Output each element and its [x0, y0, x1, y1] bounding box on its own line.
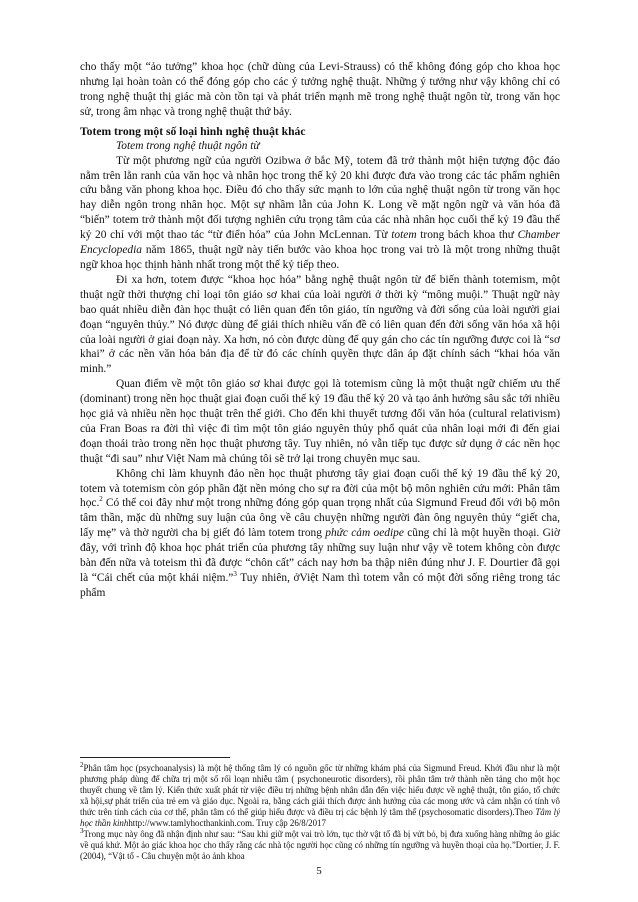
page-number: 5 [316, 865, 322, 877]
paragraph-psychoanalysis [80, 467, 560, 601]
body-text [80, 60, 560, 601]
footnote-2 [80, 763, 560, 829]
footnote-ref-2[interactable]: 2 [99, 495, 103, 504]
paragraph-intro: cho thấy một “ảo tưởng” khoa học (chữ dùng của Levi-Strauss) có thể không đóng góp cho khoa học nhưng lại hoàn toàn có thể đóng góp cho các ý tưởng nghệ thuật. Những ý tưởng như vậy không chỉ có trong nghệ thuật thị giác mà còn tồn tại và phát triển mạnh mẽ trong nghệ thuật ngôn từ, trong văn học sử, trong âm nhạc và trong nghệ thuật thứ bảy. [80, 61, 560, 118]
paragraph-totem-origin [80, 154, 560, 273]
footnote-divider [80, 757, 230, 758]
footnotes [80, 763, 560, 862]
text-run: Tuy nhiên, ởViệt Nam thì totem vẫn có một đời sống riêng trong tác phẩm [80, 572, 560, 599]
footnote-text: Trong mục này ông đã nhận định như sau: “Sau khi giữ một vai trò lớn, tục thờ vật tổ đã bị vứt bỏ, bị đưa xuống hàng những ảo giác về quá khứ. Một ảo giác khoa học cho thấy rằng các nhà tộc người học cũng có những tín ngưỡng và huyền thoại của họ.”Dortier, J. F. (2004), “Vật tổ - Câu chuyện một ảo ảnh khoa [80, 829, 560, 861]
footnote-text: Phân tâm học (psychoanalysis) là một hệ thống tâm lý có nguồn gốc từ những khám phá của Sigmund Freud. Khởi đầu như là một phương pháp dùng để chữa trị một số rối loạn nhiễu tâm ( psychoneurotic disorders), rồi phân tâm trở thành nền tảng cho một học thuyết chung về tâm lý. Kiến thức xuất phát từ việc điều trị những bệnh nhân dẫn đến việc hiểu được về nghệ thuật, tôn giáo, tổ chức xã hội,sự phát triển của trẻ em và giáo dục. Ngoài ra, bằng cách giải thích được ảnh hưởng của các mong ước và cảm nhận có tính vô thức trên tính cách của cơ thể, phân tâm có thể giúp hiểu được và điều trị các bệnh lý tâm thể (psychosomatic disorders).Theo [80, 763, 560, 817]
text-run: Không chỉ làm khuynh đảo nền học thuật phương tây giai đoạn cuối thế kỷ 19 đầu thế kỷ 20, totem và totemism còn góp phần đặt nền móng cho sự ra đời của một bộ môn nghiên cứu mới: Phân tâm học. [80, 467, 560, 510]
text-run: Có thể coi đây như một trong những đóng góp quan trọng nhất của Sigmund Freud đối với bộ môn tâm thần, mặc dù những suy luận của ông về câu chuyện những người đàn ông nguyên thủy “giết cha, lấy mẹ” và thờ người cha bị giết đó làm totem trong [80, 497, 560, 540]
footnote-3 [80, 829, 560, 862]
italic-term-oedipe: phức cảm oedipe [325, 527, 404, 540]
text-run: Từ một phương ngữ của người Ozibwa ở bắc Mỹ, totem đã trở thành một hiện tượng độc đáo nằm trên lằn ranh của văn học và nhân học trong thế kỷ 20 khi được đưa vào trong các tác phẩm nghiên cứu bằng văn phong khoa học. Điều đó cho thấy sức mạnh to lớn của nghệ thuật ngôn từ trong văn học hay diễn ngôn trong nhân học. Một sự nhầm lẫn của John K. Long về mặt ngôn ngữ và văn hóa đã “biến” totem trở thành một đối tượng nghiên cứu trọng tâm của các nhà nhân học cuối thế kỷ 19 đầu thế kỷ 20 chỉ với một thao tác “từ điển hóa” của John McLennan. Từ [80, 154, 560, 242]
footnote-url[interactable]: http://www.tamlyhocthankinh.com. Truy cập 26/8/2017 [128, 818, 326, 828]
text-run: năm 1865, thuật ngữ này tiến bước vào khoa học trong vai trò là một trong những thuật ngữ khoa học thịnh hành nhất trong một thế kỷ tiếp theo. [80, 244, 560, 271]
footnote-source: Tâm lý học thần kinh [80, 807, 561, 828]
paragraph-totemism: Đi xa hơn, totem được “khoa học hóa” bằng nghệ thuật ngôn từ để biến thành totemism, một thuật ngữ thời thượng chỉ loại tôn giáo sơ khai của loài người ở thời kỳ “mông muội.” Thuật ngữ này bao quát nhiều diễn đàn học thuật có liên quan đến tôn giáo, tín ngưỡng và đời sống của loài người giai đoạn “nguyên thủy.” Nó được dùng để giải thích nhiều vấn đề có liên quan đến đời sống văn hóa xã hội của loài người ở giai đoạn này. Xa hơn, nó còn được dùng để quy gán cho các tín ngưỡng được coi là “sơ khai” ở các nền văn hóa bản địa để từ đó các chính quyền thực dân áp đặt chính sách “khai hóa văn minh.” [80, 273, 560, 376]
italic-title-chamber: Chamber Encyclopedia [80, 229, 560, 257]
paragraph-dominant-view: Quan điểm về một tôn giáo sơ khai được gọi là totemism cũng là một thuật ngữ chiếm ưu thế (dominant) trong nền học thuật giai đoạn cuối thế kỷ 19 đầu thế kỷ 20 và tạo ảnh hưởng sâu sắc tới nhiều học giả và nhiều nền học thuật trên thế giới. Cho đến khi thuyết tương đối văn hóa (cultural relativism) của Fran Boas ra đời thì việc đi tìm một tôn giáo nguyên thủy phổ quát của nhân loại mới đi đến giai đoạn thoái trào trong nền học thuật phương tây. Tuy nhiên, nó vẫn tiếp tục được sử dụng ở các nền học thuật “đi sau” như Việt Nam mà chúng tôi sẽ trở lại trong chuyên mục sau. [80, 378, 560, 465]
footnote-ref-3[interactable]: 3 [233, 570, 237, 579]
subsection-heading: Totem trong nghệ thuật ngôn từ [116, 139, 260, 152]
section-heading: Totem trong một số loại hình nghệ thuật khác [80, 124, 306, 138]
italic-term-totem: totem [391, 229, 417, 242]
footnote-mark-3: 3 [80, 827, 84, 836]
text-run: cũng chỉ là một huyền thoại. Giờ đây, với trình độ khoa học phát triển của phương tây những suy luận như vậy về totem không còn được bàn đến nữa và toteism thì đã được “chôn cất” cách nay hơn ba thập niên đúng như J. F. Dourtier đã gọi là “Cái chết của một khái niệm.” [80, 527, 560, 584]
footnote-mark-2: 2 [80, 761, 84, 770]
text-run: trong bách khoa thư [420, 229, 514, 242]
